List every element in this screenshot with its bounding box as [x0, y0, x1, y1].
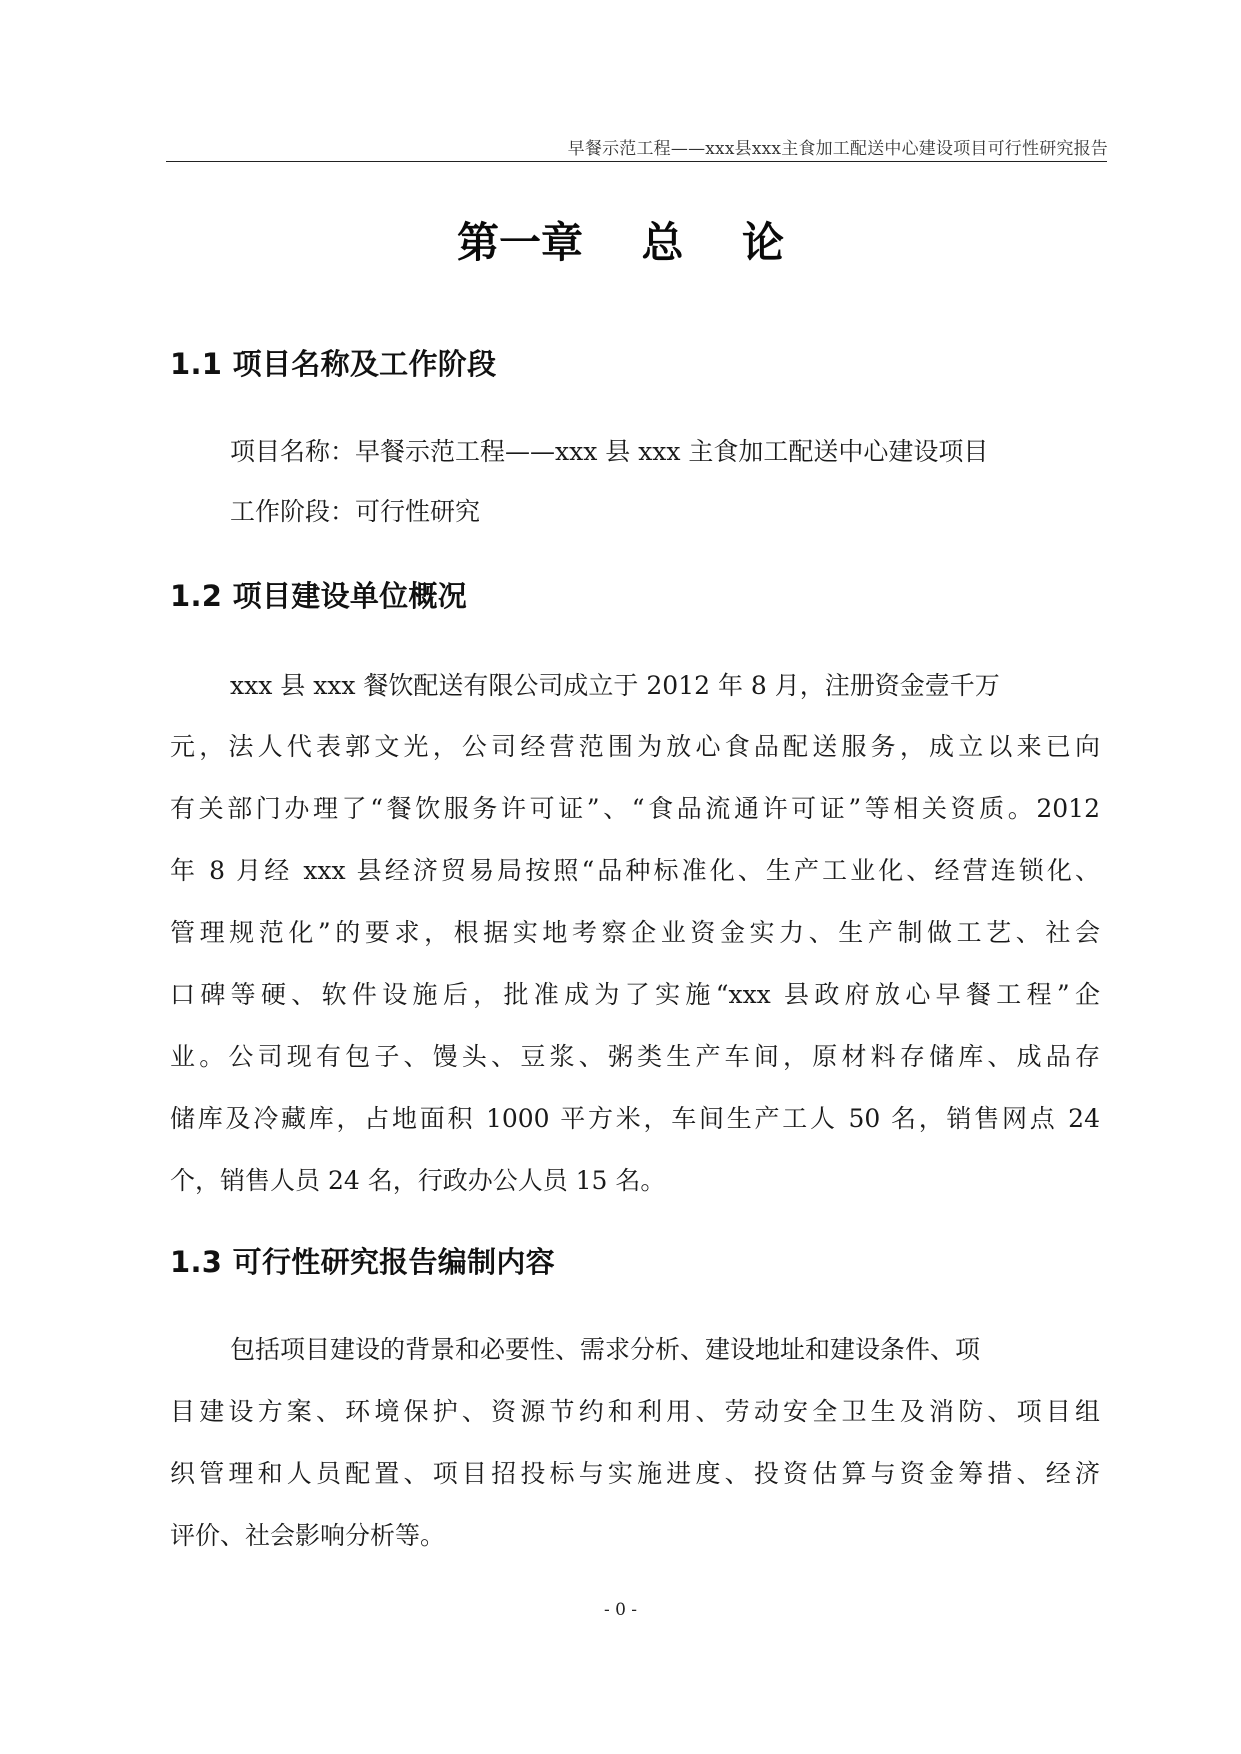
section-heading-1-2: 1.2 项目建设单位概况: [170, 579, 468, 613]
project-name-line: 项目名称：早餐示范工程——xxx 县 xxx 主食加工配送中心建设项目: [230, 437, 989, 466]
header-rule: [166, 161, 1107, 162]
paragraph-line: 年 8 月经 xxx 县经济贸易局按照“品种标准化、生产工业化、经营连锁化、: [170, 856, 1100, 885]
section-heading-1-3: 1.3 可行性研究报告编制内容: [170, 1245, 555, 1279]
paragraph-line: 评价、社会影响分析等。: [170, 1521, 446, 1550]
running-header: 早餐示范工程——xxx县xxx主食加工配送中心建设项目可行性研究报告: [567, 139, 1108, 159]
paragraph-line: 目建设方案、环境保护、资源节约和利用、劳动安全卫生及消防、项目组: [170, 1397, 1100, 1426]
paragraph-line: 个，销售人员 24 名，行政办公人员 15 名。: [170, 1166, 666, 1195]
paragraph-line: 元，法人代表郭文光，公司经营范围为放心食品配送服务，成立以来已向: [170, 732, 1100, 761]
paragraph-line: 口碑等硬、软件设施后，批准成为了实施“xxx 县政府放心早餐工程”企: [170, 980, 1100, 1009]
paragraph-line: 管理规范化”的要求，根据实地考察企业资金实力、生产制做工艺、社会: [170, 918, 1100, 947]
paragraph-line: 业。公司现有包子、馒头、豆浆、粥类生产车间，原材料存储库、成品存: [170, 1042, 1100, 1071]
section-heading-1-1: 1.1 项目名称及工作阶段: [170, 347, 497, 381]
chapter-title: 第一章 总 论: [457, 218, 784, 267]
paragraph-line: xxx 县 xxx 餐饮配送有限公司成立于 2012 年 8 月，注册资金壹千万: [230, 671, 1000, 700]
work-stage-line: 工作阶段：可行性研究: [230, 497, 481, 526]
paragraph-line: 储库及冷藏库，占地面积 1000 平方米，车间生产工人 50 名，销售网点 24: [170, 1104, 1100, 1133]
paragraph-line: 织管理和人员配置、项目招投标与实施进度、投资估算与资金筹措、经济: [170, 1459, 1100, 1488]
paragraph-line: 包括项目建设的背景和必要性、需求分析、建设地址和建设条件、项: [230, 1335, 981, 1364]
page-number: - 0 -: [603, 1600, 638, 1620]
paragraph-line: 有关部门办理了“餐饮服务许可证”、“食品流通许可证”等相关资质。2012: [170, 794, 1100, 823]
